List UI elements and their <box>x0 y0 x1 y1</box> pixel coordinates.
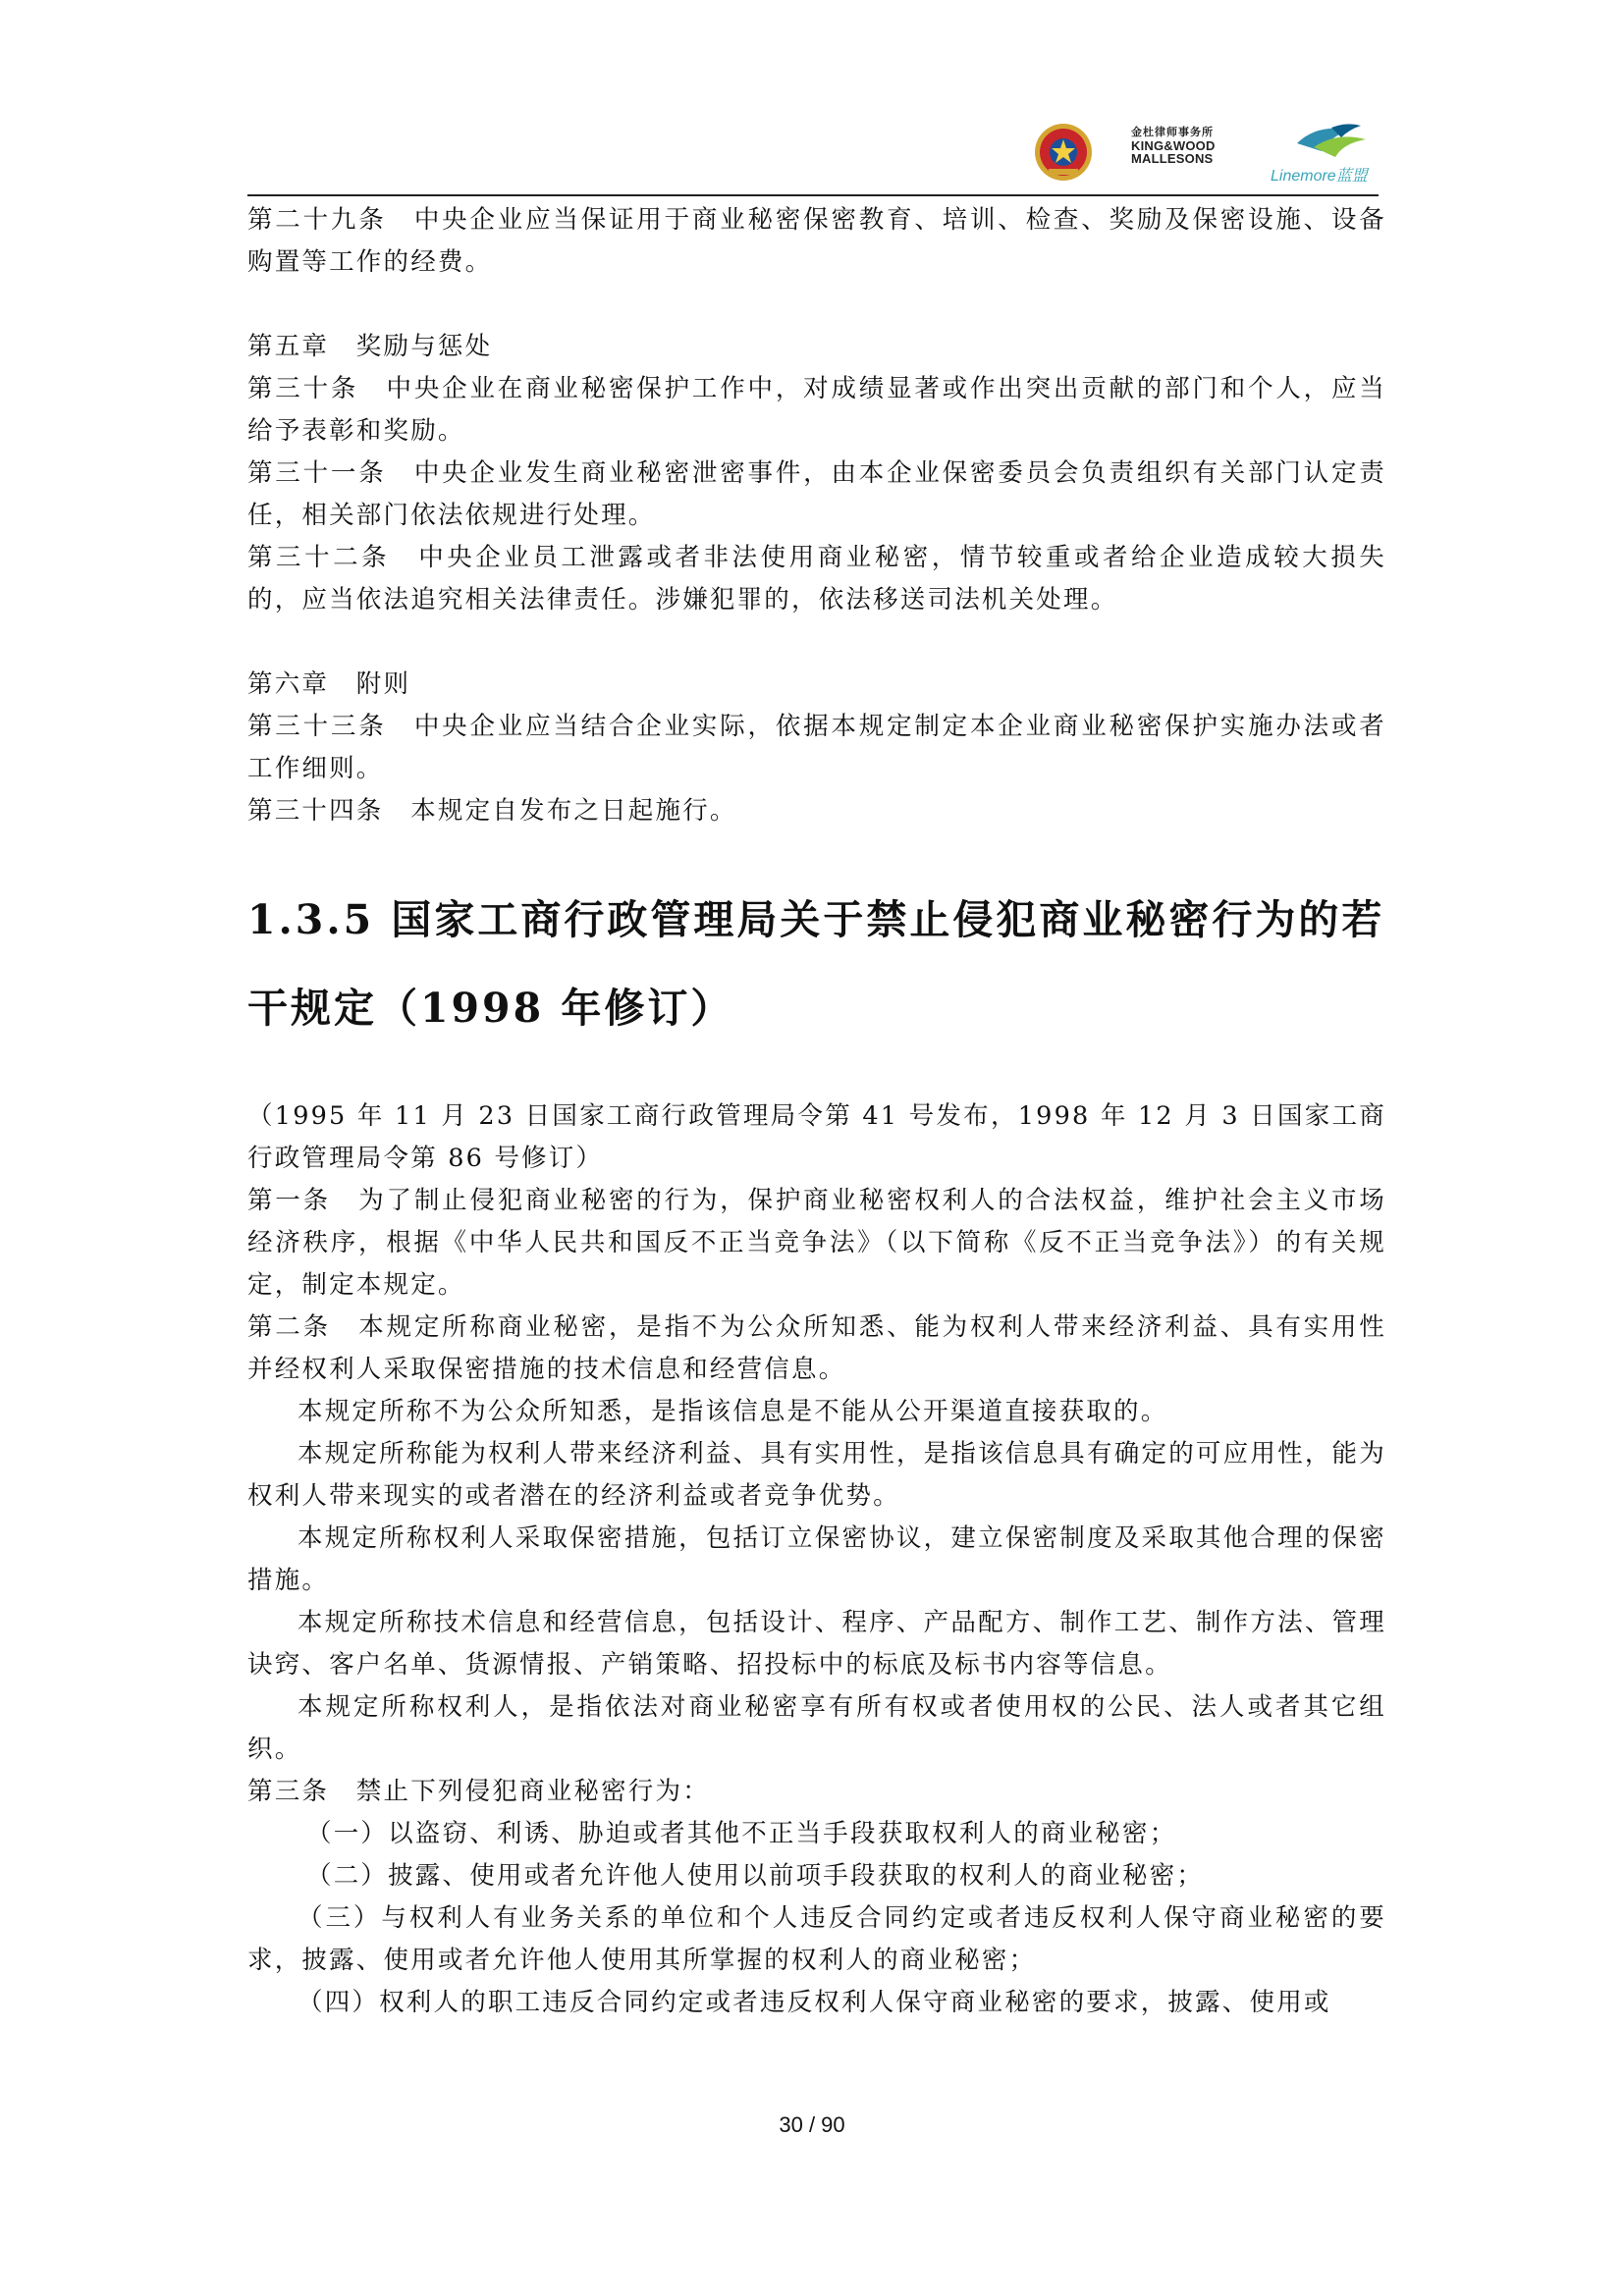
regulation-article-3-item-3: （三）与权利人有业务关系的单位和个人违反合同约定或者违反权利人保守商业秘密的要求，披露、使用或者允许他人使用其所掌握的权利人的商业秘密； <box>247 1903 1386 1975</box>
regulation-article-3-item-2: （二）披露、使用或者允许他人使用以前项手段获取的权利人的商业秘密； <box>306 1861 1205 1891</box>
regulation-article-2-clause-2: 本规定所称能为权利人带来经济利益、具有实用性，是指该信息具有确定的可应用性，能为权利人带来现实的或者潜在的经济利益或者竞争优势。 <box>247 1439 1386 1511</box>
chapter-6-title: 第六章 附则 <box>247 669 411 699</box>
regulation-note: （1995 年 11 月 23 日国家工商行政管理局令第 41 号发布，1998 年 12 月 3 日国家工商行政管理局令第 86 号修订） <box>247 1101 1386 1173</box>
linemore-logo <box>1271 122 1379 187</box>
spacer <box>247 621 1386 664</box>
article-29: 第二十九条 中央企业应当保证用于商业秘密保密教育、培训、检查、奖励及保密设施、设备购置等工作的经费。 <box>247 205 1386 277</box>
article-31: 第三十一条 中央企业发生商业秘密泄密事件，由本企业保密委员会负责组织有关部门认定责任，相关部门依法依规进行处理。 <box>247 458 1386 530</box>
regulation-article-2-clause-3: 本规定所称权利人采取保密措施，包括订立保密协议，建立保密制度及采取其他合理的保密措施。 <box>247 1523 1386 1595</box>
section-heading-line-1: 1.3.5 国家工商行政管理局关于禁止侵犯商业秘密行为的若 <box>247 896 1385 943</box>
section-heading-line-2: 干规定（1998 年修订） <box>247 985 734 1032</box>
linemore-logo-icon <box>1292 122 1371 161</box>
regulation-article-2-clause-4: 本规定所称技术信息和经营信息，包括设计、程序、产品配方、制作工艺、制作方法、管理诀窍、客户名单、货源情报、产销策略、招投标中的标底及标书内容等信息。 <box>247 1608 1386 1680</box>
page-number: 30 / 90 <box>779 2112 845 2137</box>
article-33: 第三十三条 中央企业应当结合企业实际，依据本规定制定本企业商业秘密保护实施办法或者工作细则。 <box>247 712 1386 783</box>
article-32: 第三十二条 中央企业员工泄露或者非法使用商业秘密，情节较重或者给企业造成较大损失的，应当依法追究相关法律责任。涉嫌犯罪的，依法移送司法机关处理。 <box>247 543 1386 614</box>
spacer <box>247 1052 1386 1095</box>
regulation-article-2-clause-1: 本规定所称不为公众所知悉，是指该信息是不能从公开渠道直接获取的。 <box>298 1397 1168 1426</box>
regulation-article-3: 第三条 禁止下列侵犯商业秘密行为： <box>247 1777 710 1806</box>
spacer <box>247 832 1386 876</box>
page-body <box>247 199 1386 2024</box>
regulation-article-1: 第一条 为了制止侵犯商业秘密的行为，保护商业秘密权利人的合法权益，维护社会主义市场经济秩序，根据《中华人民共和国反不正当竞争法》（以下简称《反不正当竞争法》）的有关规定，制定本规定。 <box>247 1186 1386 1300</box>
procuratorate-seal-icon <box>1033 122 1094 183</box>
spacer <box>247 284 1386 326</box>
chapter-5-title: 第五章 奖励与惩处 <box>247 332 493 361</box>
kwm-logo-en-2: MALLESONS <box>1131 151 1214 167</box>
kwm-logo-en-1: KING&WOOD <box>1131 137 1216 153</box>
page-header <box>247 116 1379 196</box>
article-34: 第三十四条 本规定自发布之日起施行。 <box>247 796 737 826</box>
regulation-article-3-item-1: （一）以盗窃、利诱、胁迫或者其他不正当手段获取权利人的商业秘密； <box>306 1819 1177 1848</box>
regulation-article-2-clause-5: 本规定所称权利人，是指依法对商业秘密享有所有权或者使用权的公民、法人或者其它组织。 <box>247 1692 1386 1764</box>
header-rule <box>247 194 1379 196</box>
linemore-logo-text: Linemore蓝盟 <box>1271 168 1368 185</box>
section-heading <box>247 876 1386 1052</box>
kwm-logo <box>1131 128 1249 187</box>
article-30: 第三十条 中央企业在商业秘密保护工作中，对成绩显著或作出突出贡献的部门和个人，应当给予表彰和奖励。 <box>247 374 1386 446</box>
kwm-logo-cn: 金杜律师事务所 <box>1131 127 1214 138</box>
regulation-article-2: 第二条 本规定所称商业秘密，是指不为公众所知悉、能为权利人带来经济利益、具有实用性并经权利人采取保密措施的技术信息和经营信息。 <box>247 1312 1386 1384</box>
regulation-article-3-item-4: （四）权利人的职工违反合同约定或者违反权利人保守商业秘密的要求，披露、使用或 <box>298 1988 1331 2017</box>
